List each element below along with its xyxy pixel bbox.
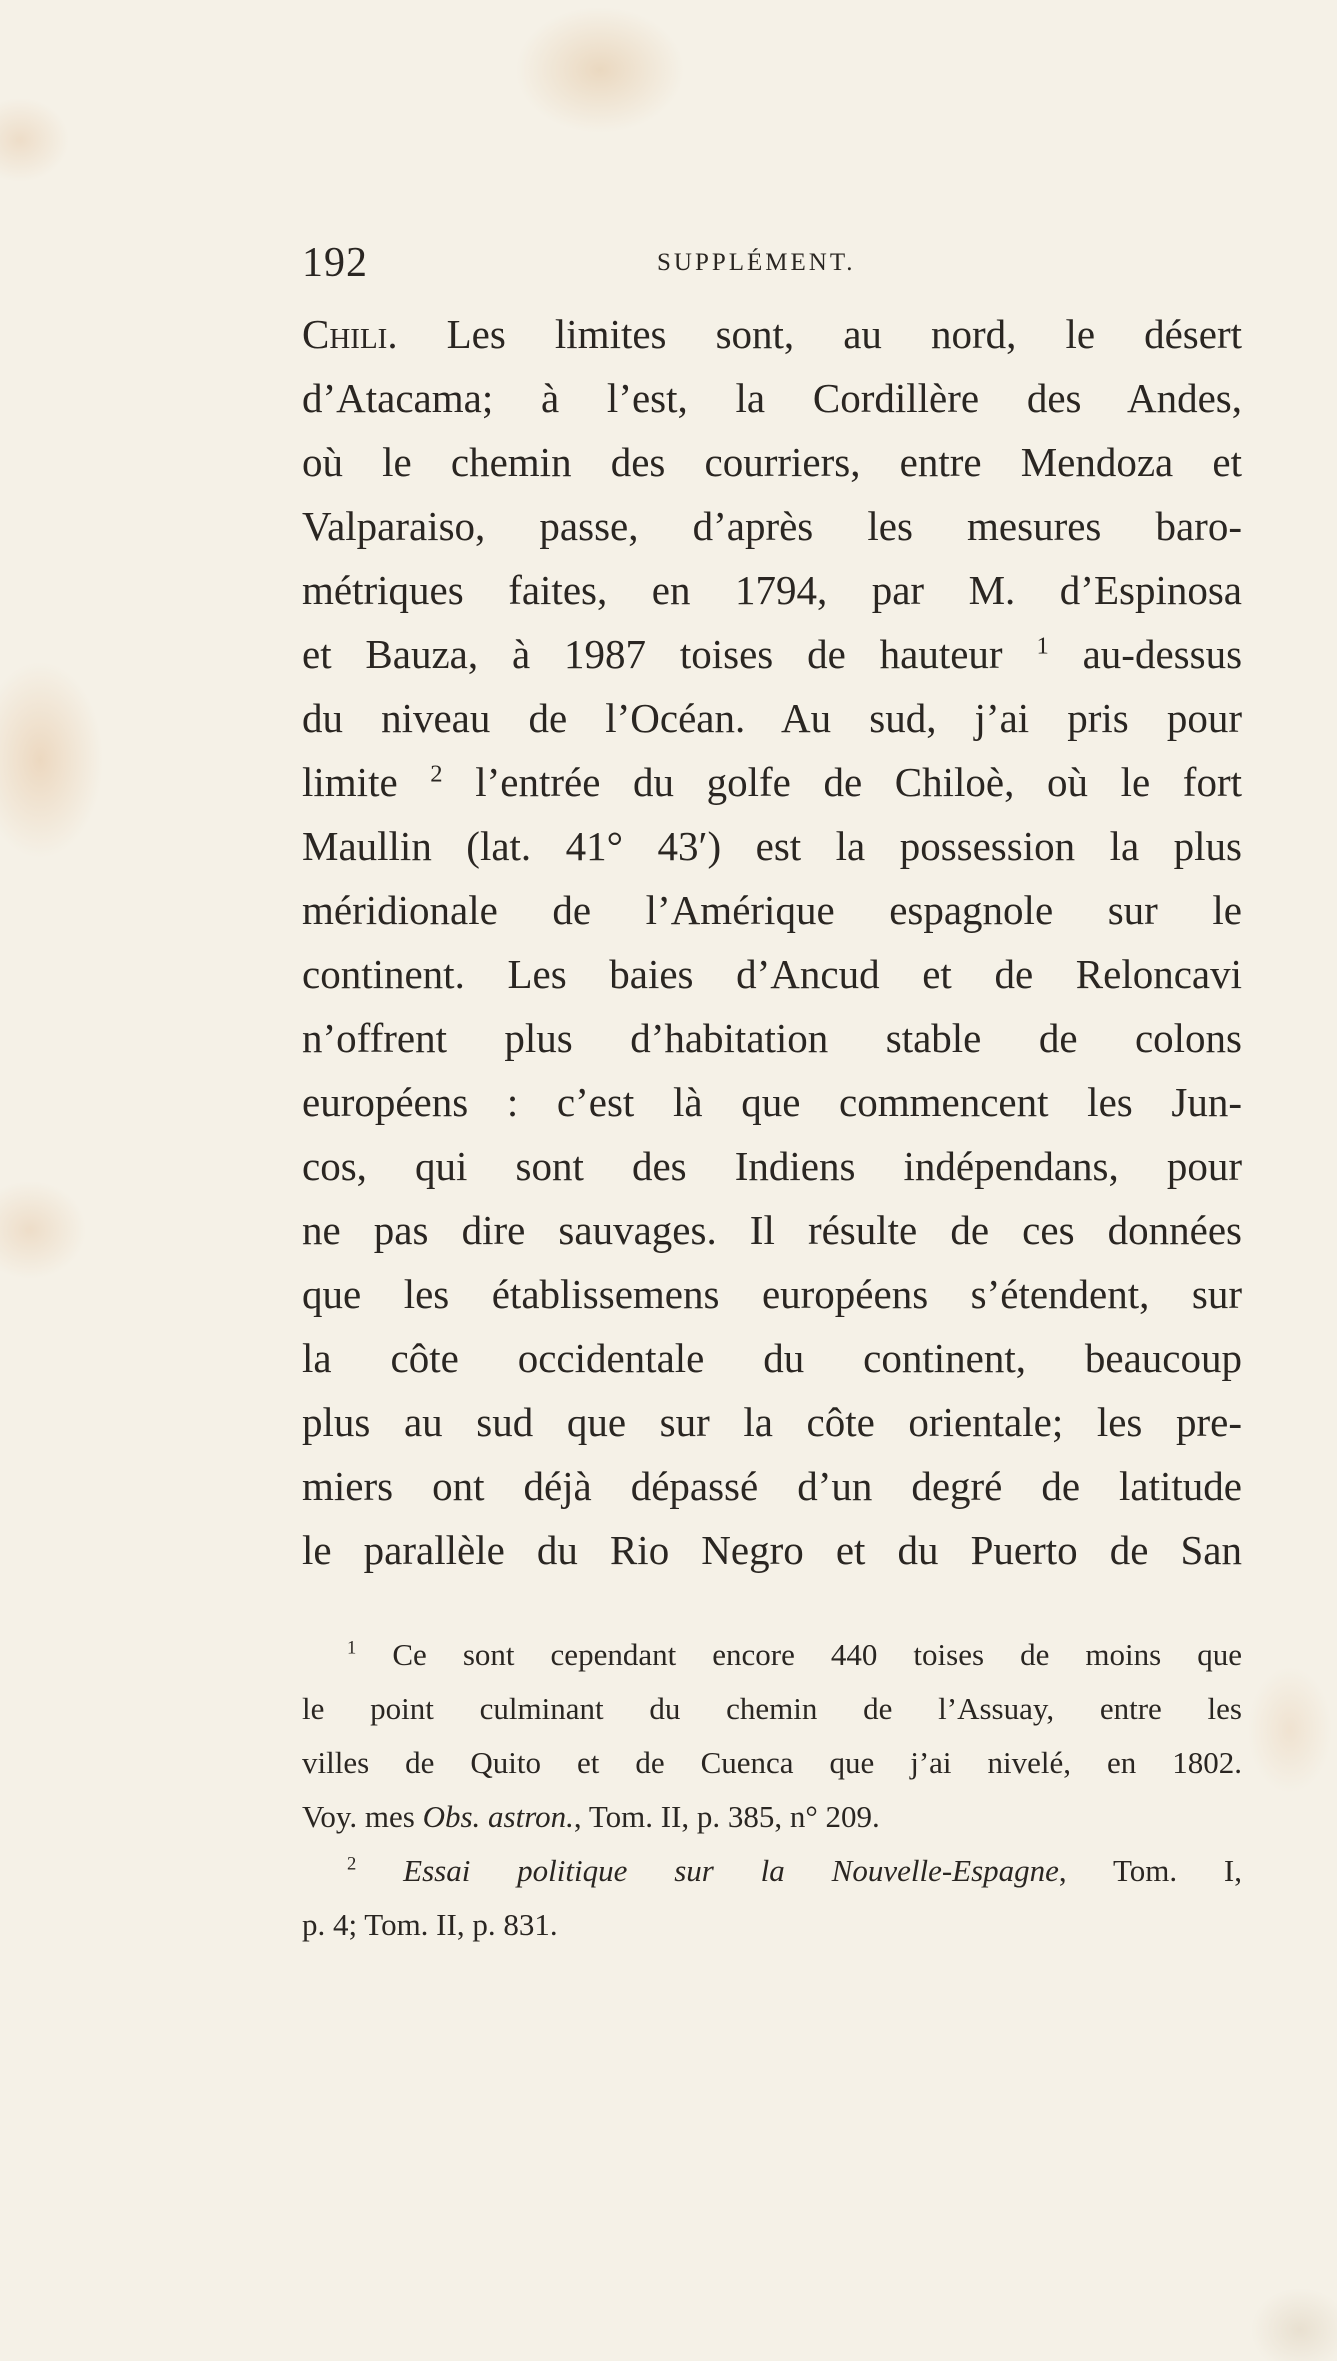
footnote-mark: 2	[347, 1853, 357, 1875]
footnote-1-line: le point culminant du chemin de l’Assuay, entre les	[302, 1691, 1242, 1726]
text-line: miers ont déjà dépassé d’un degré de latitude	[302, 1463, 1242, 1509]
text-line: et Bauza, à 1987 toises de hauteur $^1$ au-dessus	[302, 631, 1243, 677]
text-line: la côte occidentale du continent, beaucoup	[302, 1335, 1242, 1381]
page-number: 192	[302, 240, 368, 286]
footnote-1-line: $^1$ Ce sont cependant encore 440 toises de moins que	[347, 1637, 1242, 1672]
footnote-ref: 2	[430, 760, 443, 788]
footnote-2-line: p. 4; Tom. II, p. 831.	[302, 1907, 558, 1942]
footnotes	[302, 1628, 1242, 1952]
footnote-2-line: $^2$ Essai politique sur la Nouvelle-Espagne, Tom. I,	[347, 1853, 1242, 1888]
footnote-1-line: Voy. mes Obs. astron., Tom. II, p. 385, n° 209.	[302, 1799, 880, 1834]
text-line: méridionale de l’Amérique espagnole sur le	[302, 887, 1242, 933]
text-line: où le chemin des courriers, entre Mendoza et	[302, 439, 1242, 485]
text-line: Chili. Les limites sont, au nord, le désert	[302, 311, 1242, 357]
text-line: que les établissemens européens s’étendent, sur	[302, 1271, 1242, 1317]
text-line: Valparaiso, passe, d’après les mesures baro-	[302, 503, 1242, 549]
cited-work: Obs. astron.	[422, 1799, 574, 1834]
text-line: le parallèle du Rio Negro et du Puerto de San	[302, 1527, 1242, 1573]
body-text	[302, 302, 1242, 1582]
text-line: Maullin (lat. 41° 43′) est la possession la plus	[302, 823, 1242, 869]
text-line: plus au sud que sur la côte orientale; les pre-	[302, 1399, 1242, 1445]
text-line: cos, qui sont des Indiens indépendans, pour	[302, 1143, 1242, 1189]
text-line: métriques faites, en 1794, par M. d’Espinosa	[302, 567, 1242, 613]
section-lead: Chili	[302, 311, 388, 357]
text-line: européens : c’est là que commencent les Jun-	[302, 1079, 1242, 1125]
footnote-mark: 1	[347, 1637, 357, 1659]
page-header	[302, 238, 1242, 288]
text-line: du niveau de l’Océan. Au sud, j’ai pris pour	[302, 695, 1242, 741]
text-line: limite $^2$ l’entrée du golfe de Chiloè, où le fort	[302, 759, 1243, 805]
cited-work: Essai politique sur la Nouvelle-Espagne	[403, 1853, 1059, 1888]
text-line: ne pas dire sauvages. Il résulte de ces données	[302, 1207, 1242, 1253]
footnote-1-line: villes de Quito et de Cuenca que j’ai nivelé, en 1802.	[302, 1745, 1242, 1780]
text-line: n’offrent plus d’habitation stable de colons	[302, 1015, 1242, 1061]
footnote-ref: 1	[1036, 632, 1049, 660]
text-line: d’Atacama; à l’est, la Cordillère des Andes,	[302, 375, 1242, 421]
text-line: continent. Les baies d’Ancud et de Reloncavi	[302, 951, 1242, 997]
running-head: SUPPLÉMENT.	[657, 249, 856, 276]
